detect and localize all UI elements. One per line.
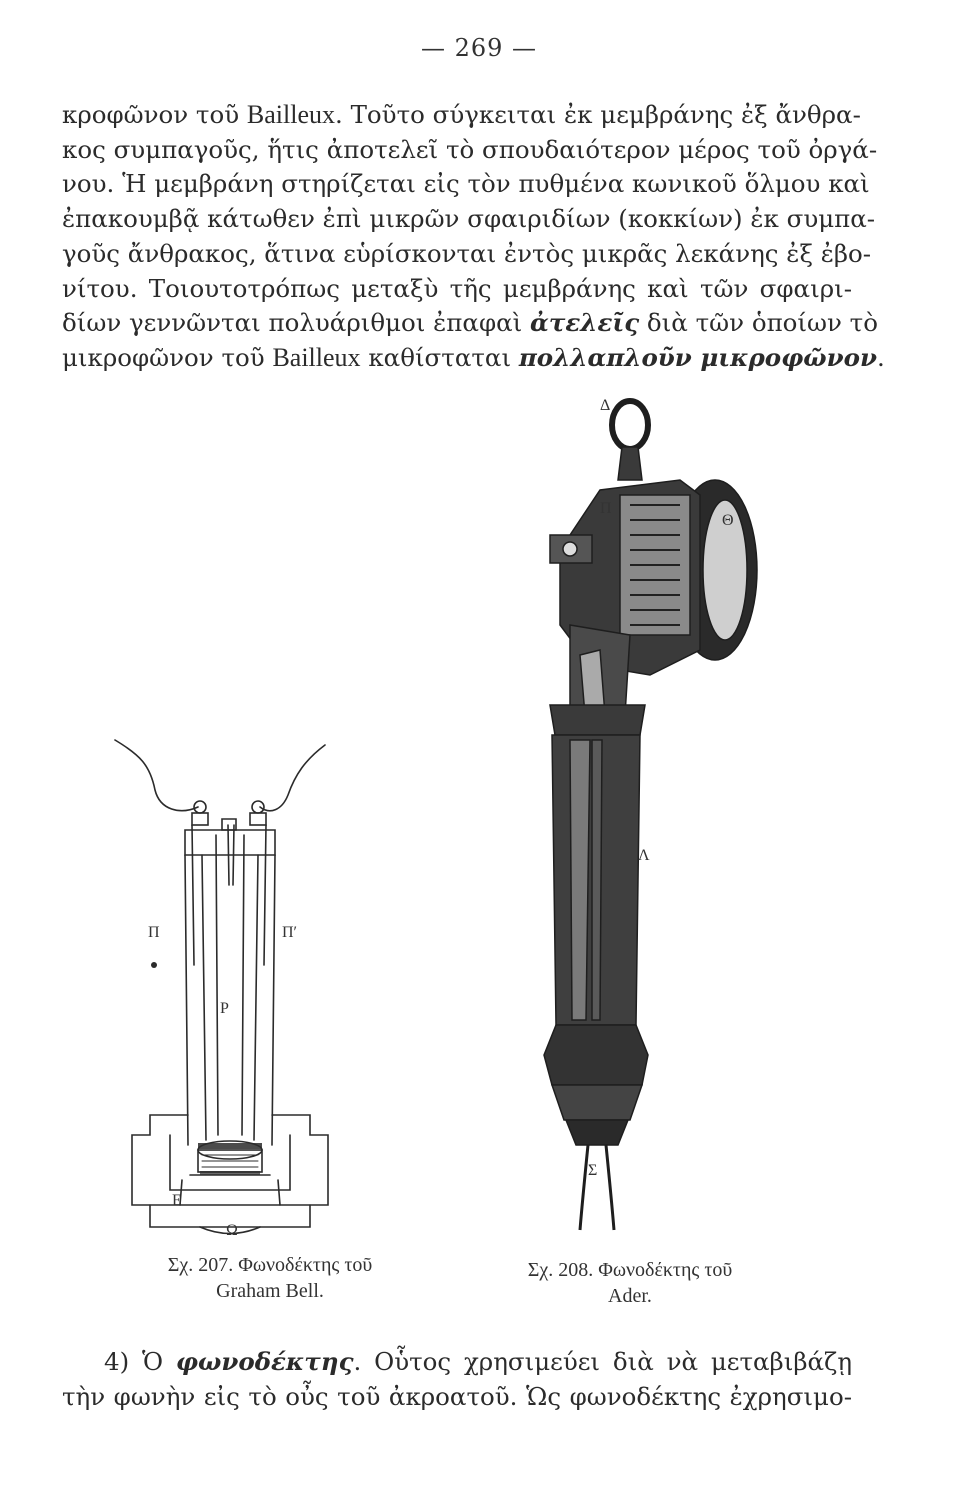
page-number: — 269 — (420, 34, 538, 62)
label-rho: Ρ (220, 1000, 229, 1017)
text-run: . (876, 342, 885, 372)
emphasis-text: πολλαπλοῦν μικροφῶνον (518, 342, 877, 372)
text-run: . Οὗτος χρησιμεύει διὰ νὰ μεταβιβάζῃ (353, 1347, 852, 1376)
text-line (62, 272, 852, 307)
label-delta: Δ (600, 397, 611, 414)
label-pi: Π (148, 924, 160, 941)
text-line (62, 98, 861, 133)
text-run: γοῦς ἄνθρακος, ἅτινα εὑρίσκονται ἐντὸς μικρᾶς λεκάνης ἐξ ἐβο- (62, 238, 872, 268)
text-run: κος συμπαγοῦς, ἥτις ἀποτελεῖ τὸ σπουδαιότερον μέρος τοῦ ὀργά- (62, 134, 878, 164)
text-line (62, 341, 885, 376)
caption-line: Ader. (608, 1285, 652, 1307)
text-run: δίων γεννῶνται πολυάριθμοι ἐπαφαὶ (62, 308, 531, 338)
text-line (62, 237, 872, 272)
text-line (62, 133, 878, 168)
text-run: μικροφῶνον τοῦ (62, 342, 273, 372)
text-run: διὰ τῶν ὁποίων τὸ (639, 308, 878, 338)
text-line (62, 202, 876, 237)
text-run: . Τοῦτο σύγκειται ἐκ μεμβράνης ἐξ ἄνθρα- (335, 100, 861, 129)
text-run: νίτου. Τοιουτοτρόπως μεταξὺ τῆς μεμβράνης καὶ τῶν σφαιρι- (62, 273, 852, 303)
label-sigma: Σ (588, 1162, 598, 1179)
paragraph-bailleux-microphone (62, 98, 885, 376)
text-line (104, 1345, 852, 1380)
ader-receiver-illustration (530, 385, 780, 1245)
label-pi: Π (600, 500, 612, 517)
figure-208-ader-receiver (530, 385, 780, 1245)
caption-figure-208 (480, 1257, 780, 1309)
caption-line: Σχ. 207. Φωνοδέκτης τοῦ (167, 1254, 373, 1276)
wire-right (260, 745, 325, 811)
text-run-latin: Bailleux (272, 342, 361, 372)
paragraph-phonodektes (62, 1345, 852, 1414)
figure-207-bell-receiver (110, 735, 350, 1245)
text-line (62, 306, 878, 341)
label-pi-prime: Π′ (282, 924, 298, 941)
caption-line: Graham Bell. (216, 1280, 324, 1302)
wire-left (115, 740, 198, 811)
text-run: κροφῶνον τοῦ (62, 100, 247, 129)
text-run: νου. Ἡ μεμβράνη στηρίζεται εἰς τὸν πυθμένα κωνικοῦ ὅλμου καὶ (62, 169, 870, 199)
label-theta: Θ (722, 512, 734, 529)
emphasis-text: ἀτελεῖς (530, 308, 640, 338)
label-lambda: Λ (638, 847, 650, 864)
label-epsilon: Ε (172, 1192, 182, 1209)
text-line: τὴν φωνὴν εἰς τὸ οὖς τοῦ ἀκροατοῦ. Ὡς φωνοδέκτης ἐχρησιμο- (62, 1381, 852, 1411)
bell-receiver-illustration (110, 735, 350, 1245)
section-term: φωνοδέκτης (175, 1347, 354, 1376)
text-run: καθίσταται (360, 342, 519, 372)
text-run: 4) Ὁ (104, 1347, 176, 1376)
caption-figure-207 (140, 1252, 400, 1304)
text-run-latin: Bailleux (246, 100, 336, 129)
text-run: ἐπακουμβᾷ κάτωθεν ἐπὶ μικρῶν σφαιριδίων (κοκκίων) ἐκ συμπα- (62, 204, 876, 234)
label-omega: Ω (226, 1222, 238, 1239)
text-line (62, 167, 870, 202)
caption-line: Σχ. 208. Φωνοδέκτης τοῦ (527, 1259, 733, 1281)
